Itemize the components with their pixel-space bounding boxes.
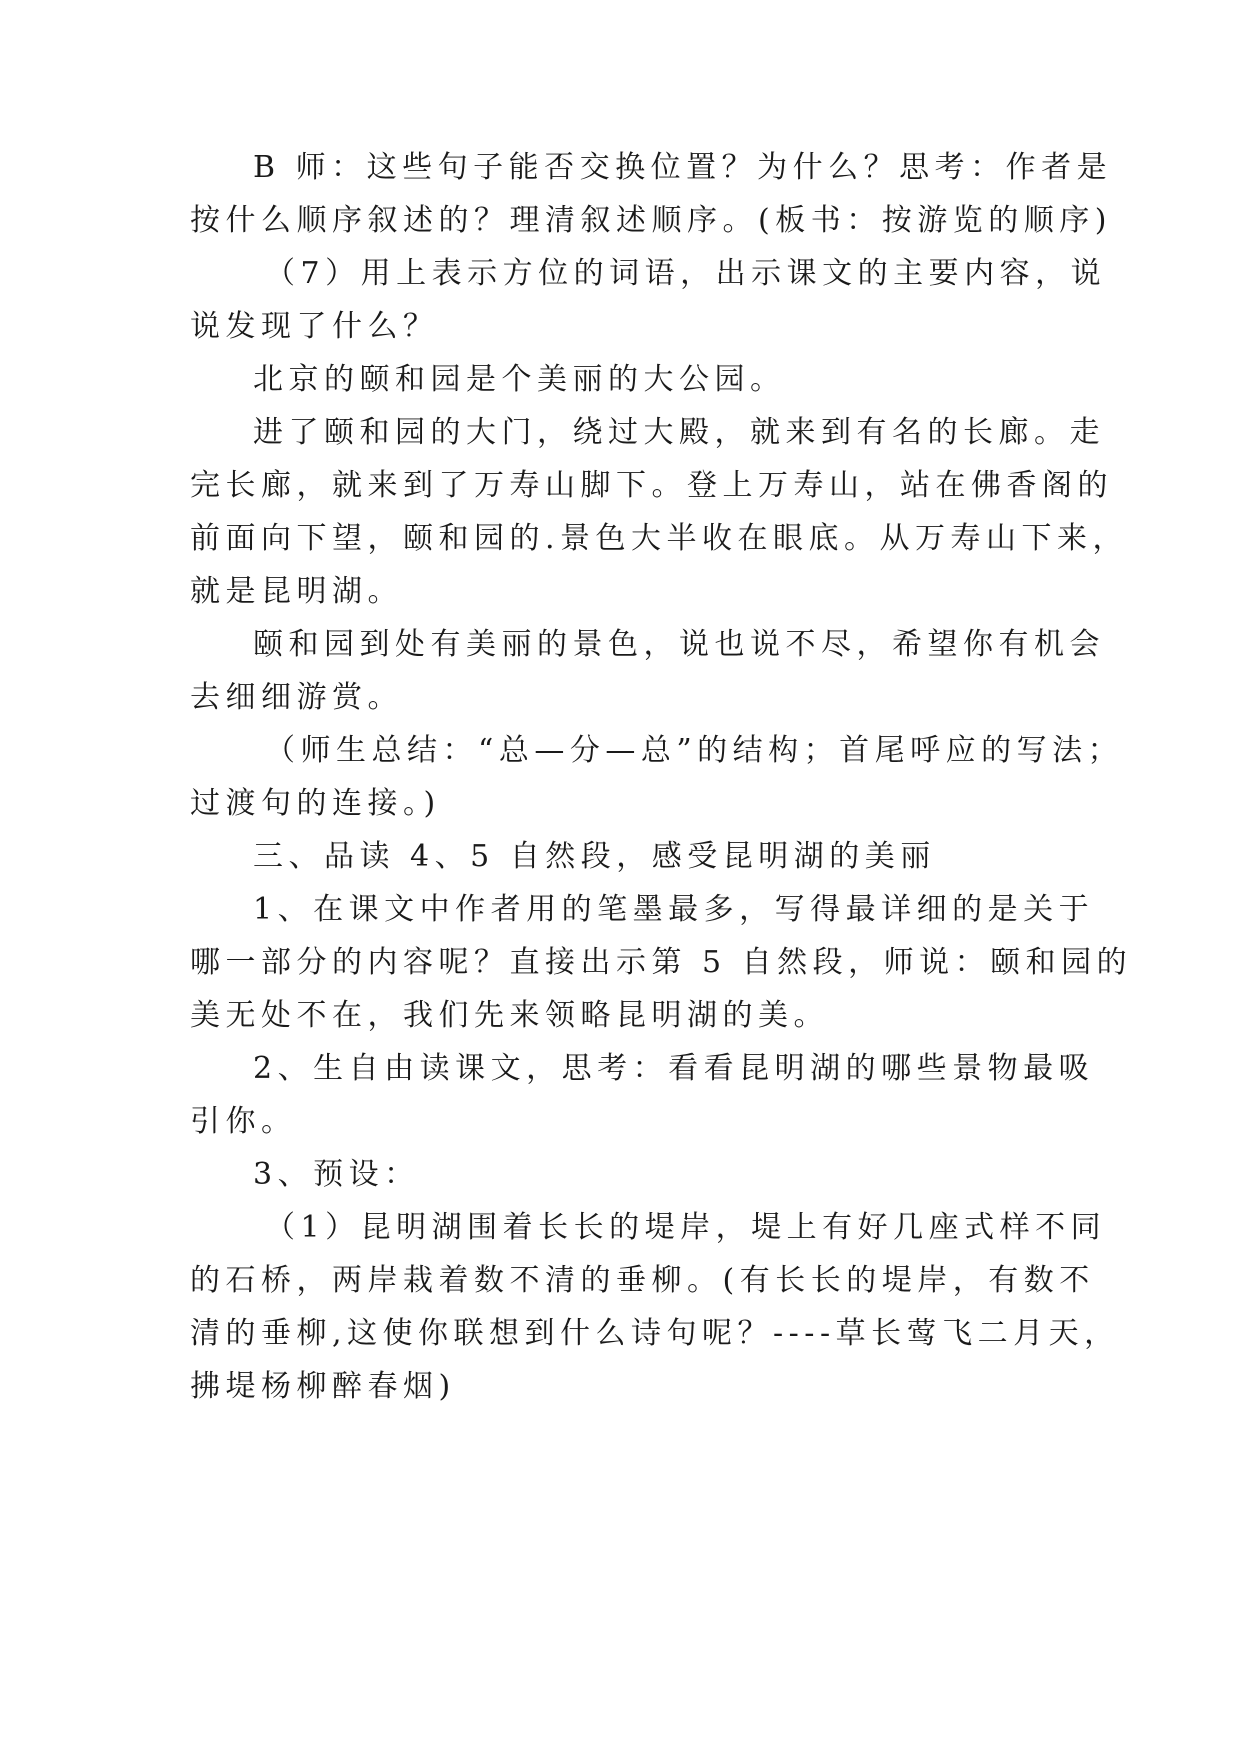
section-heading: 三、品读 4、5 自然段，感受昆明湖的美丽: [253, 839, 936, 874]
paragraph-line: 颐和园到处有美丽的景色，说也说不尽，希望你有机会: [253, 627, 1105, 662]
paragraph-line: 哪一部分的内容呢？直接出示第 5 自然段，师说：颐和园的: [190, 945, 1133, 980]
paragraph-line: 美无处不在，我们先来领略昆明湖的美。: [190, 998, 829, 1033]
paragraph-line: （师生总结：“总—分—总”的结构；首尾呼应的写法；: [265, 733, 1124, 768]
paragraph-line: 说发现了什么？: [190, 309, 439, 344]
paragraph-line: B 师：这些句子能否交换位置？为什么？思考：作者是: [253, 150, 1113, 185]
paragraph-line: 的石桥，两岸栽着数不清的垂柳。(有长长的堤岸，有数不: [190, 1263, 1095, 1298]
paragraph-line: 3、预设：: [253, 1157, 420, 1192]
paragraph-line: 1、在课文中作者用的笔墨最多，写得最详细的是关于: [253, 892, 1095, 927]
paragraph-line: 按什么顺序叙述的？理清叙述顺序。(板书：按游览的顺序): [190, 203, 1112, 238]
paragraph-line: 前面向下望，颐和园的.景色大半收在眼底。从万寿山下来，: [190, 521, 1129, 556]
paragraph-line: 过渡句的连接。): [190, 786, 441, 821]
paragraph-line: （1）昆明湖围着长长的堤岸，堤上有好几座式样不同: [265, 1210, 1107, 1245]
paragraph-line: 进了颐和园的大门，绕过大殿，就来到有名的长廊。走: [253, 415, 1105, 450]
paragraph-line: 北京的颐和园是个美丽的大公园。: [253, 362, 786, 397]
paragraph-line: 引你。: [190, 1104, 297, 1139]
paragraph-line: 就是昆明湖。: [190, 574, 403, 609]
paragraph-line: 2、生自由读课文，思考：看看昆明湖的哪些景物最吸: [253, 1051, 1095, 1086]
paragraph-line: 完长廊，就来到了万寿山脚下。登上万寿山，站在佛香阁的: [190, 468, 1113, 503]
paragraph-line: 去细细游赏。: [190, 680, 403, 715]
paragraph-line: （7）用上表示方位的词语，出示课文的主要内容，说: [265, 256, 1107, 291]
paragraph-line: 清的垂柳,这使你联想到什么诗句呢？----草长莺飞二月天，: [190, 1316, 1120, 1351]
paragraph-line: 拂堤杨柳醉春烟): [190, 1369, 456, 1404]
